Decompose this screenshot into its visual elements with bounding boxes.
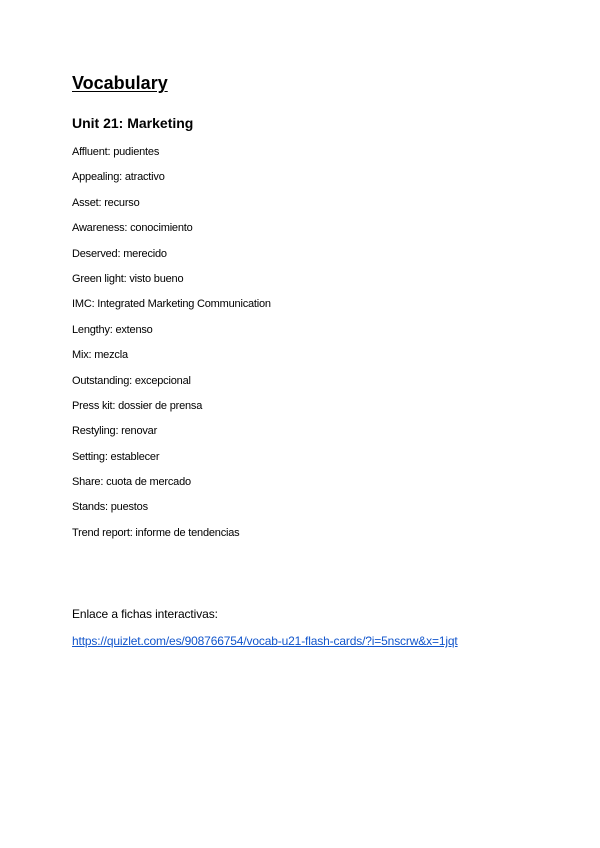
vocab-item-press-kit: Press kit: dossier de prensa	[72, 399, 203, 412]
vocab-item-mix: Mix: mezcla	[72, 349, 128, 362]
vocab-item-awareness: Awareness: conocimiento	[72, 222, 193, 235]
vocabulary-list	[72, 145, 271, 551]
page-title: Vocabulary	[72, 73, 168, 93]
vocab-item-asset: Asset: recurso	[72, 196, 140, 209]
vocab-item-restyling: Restyling: renovar	[72, 425, 158, 438]
vocab-item-deserved: Deserved: merecido	[72, 247, 167, 260]
vocab-item-setting: Setting: establecer	[72, 450, 160, 463]
flashcards-link[interactable]: https://quizlet.com/es/908766754/vocab-u21-flash-cards/?i=5nscrw&x=1jqt	[72, 634, 458, 648]
vocab-item-imc: IMC: Integrated Marketing Communication	[72, 298, 271, 311]
vocab-item-lengthy: Lengthy: extenso	[72, 323, 153, 336]
flashcards-link-label: Enlace a fichas interactivas:	[72, 607, 218, 621]
vocab-item-trend-report: Trend report: informe de tendencias	[72, 526, 240, 539]
vocab-item-share: Share: cuota de mercado	[72, 476, 191, 489]
vocab-item-appealing: Appealing: atractivo	[72, 171, 165, 184]
unit-heading: Unit 21: Marketing	[72, 115, 194, 131]
vocab-item-outstanding: Outstanding: excepcional	[72, 374, 191, 387]
vocab-item-affluent: Affluent: pudientes	[72, 146, 160, 158]
vocab-item-green-light: Green light: visto bueno	[72, 272, 184, 285]
vocab-item-stands: Stands: puestos	[72, 501, 148, 514]
